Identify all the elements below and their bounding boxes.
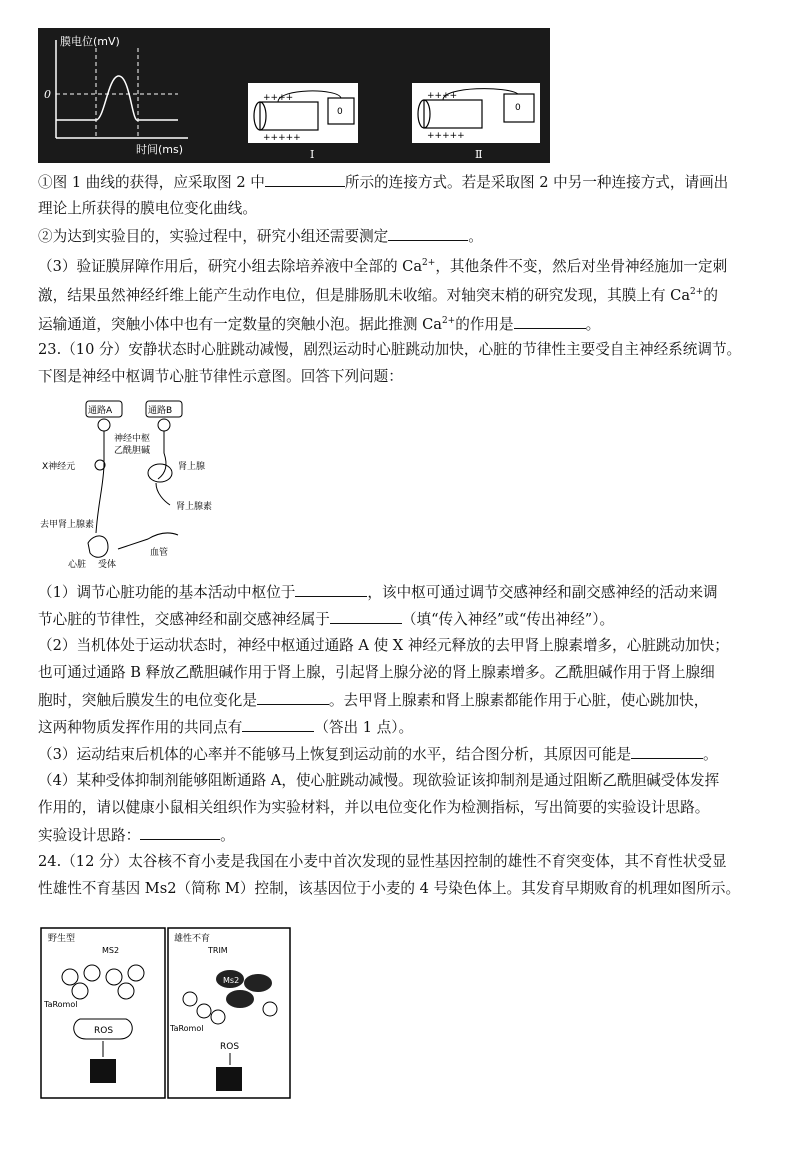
noradrenaline-label: 去甲肾上腺素 — [40, 520, 95, 530]
answer-blank[interactable] — [330, 609, 402, 624]
plus-top-II: ++++ — [427, 91, 458, 101]
heart-regulation-svg — [38, 393, 238, 573]
membrane-potential-figure — [38, 28, 550, 163]
answer-blank[interactable] — [631, 744, 703, 759]
q24-line-2: 性雄性不育基因 Ms2（简称 M）控制，该基因位于小麦的 4 号染色体上。其发育早期败育的机理如图所示。 — [38, 880, 741, 897]
answer-blank[interactable] — [257, 690, 329, 705]
answer-blank[interactable] — [242, 717, 314, 732]
protein-label-sterile: TaRomol — [170, 1024, 204, 1033]
svg-text:0: 0 — [337, 107, 343, 117]
ros-label-wild: ROS — [94, 1026, 114, 1036]
wheat-mechanism-svg — [40, 927, 292, 1099]
zero-label: 0 — [44, 88, 51, 101]
q22-line-3: ②为达到实验目的，实验过程中，研究小组还需要测定 。 — [38, 228, 483, 245]
heart-regulation-figure — [38, 393, 238, 573]
q23-p4-line-3: 实验设计思路： 。 — [38, 827, 235, 844]
answer-blank[interactable] — [388, 226, 468, 241]
q23-p2-line-3: 胞时，突触后膜发生的电位变化是 。去甲肾上腺素和肾上腺素都能作用于心脏，使心跳加快， — [38, 692, 709, 709]
q22-line-1: ①图 1 曲线的获得，应采取图 2 中 所示的连接方式。若是采取图 2 中另一种连接方式，请画出 — [38, 174, 729, 191]
center-label: 神经中枢 — [114, 434, 151, 444]
adrenaline-label: 肾上腺素 — [176, 502, 213, 512]
label-I: Ⅰ — [310, 148, 315, 161]
q23-p4-line-1: （4）某种受体抑制剂能够阻断通路 A，使心脏跳动减慢。现欲验证该抑制剂是通过阻断乙酰胆碱受体发挥 — [38, 772, 720, 789]
q23-p2-line-2: 也可通过通路 B 释放乙酰胆碱作用于肾上腺，引起肾上腺分泌的肾上腺素增多。乙酰胆碱作用于肾上腺细 — [38, 664, 715, 681]
answer-blank[interactable] — [265, 172, 345, 187]
q23-p1-line-1: （1）调节心脏功能的基本活动中枢位于 ，该中枢可通过调节交感神经和副交感神经的活动来调 — [38, 584, 718, 601]
x-axis-label: 时间(ms) — [136, 143, 184, 156]
ms2-gene-label: MS2 — [102, 946, 120, 955]
q23-p2-line-1: （2）当机体处于运动状态时，神经中枢通过通路 A 使 X 神经元释放的去甲肾上腺素增多，心脏跳动加快； — [38, 637, 729, 654]
answer-blank[interactable] — [140, 825, 220, 840]
answer-blank[interactable] — [514, 314, 586, 329]
trim-label: TRIM — [208, 946, 228, 955]
x-neuron-label: X神经元 — [42, 462, 76, 472]
wheat-mechanism-figure — [40, 927, 292, 1099]
svg-text:0: 0 — [515, 103, 521, 113]
sterile-label: 雄性不育 — [174, 934, 211, 944]
path-a-label: 通路A — [88, 406, 113, 416]
heart-label: 心脏 — [68, 560, 87, 570]
minus-bottom-I: +++++ — [263, 133, 301, 143]
q23-p2-line-4: 这两种物质发挥作用的共同点有 （答出 1 点）。 — [38, 719, 414, 736]
minus-bottom-II: +++++ — [427, 131, 465, 141]
q23-p3-line: （3）运动结束后机体的心率并不能够马上恢复到运动前的水平，结合图分析，其原因可能是 。 — [38, 746, 718, 763]
q23-line-1: 23.（10 分）安静状态时心脏跳动减慢，剧烈运动时心脏跳动加快，心脏的节律性主要受自主神经系统调节。 — [38, 341, 742, 358]
ms2-protein-label: Ms2 — [223, 976, 240, 985]
path-b-label: 通路B — [148, 406, 173, 416]
membrane-potential-svg — [38, 28, 550, 163]
protein-label-wild: TaRomol — [44, 1000, 78, 1009]
q22-line-4: （3）验证膜屏障作用后，研究小组去除培养液中全部的 $Ca^{2+}$，其他条件不变，然后对坐骨神经施加一定刺 — [38, 257, 728, 275]
q23-line-2: 下图是神经中枢调节心脏节律性示意图。回答下列问题： — [38, 368, 403, 385]
q24-line-1: 24.（12 分）太谷核不育小麦是我国在小麦中首次发现的显性基因控制的雄性不育突变体，其不育性状受显 — [38, 853, 727, 870]
ach-label: 乙酰胆碱 — [114, 446, 151, 456]
q22-line-2: 理论上所获得的膜电位变化曲线。 — [38, 200, 257, 217]
adrenal-label: 肾上腺 — [178, 462, 206, 472]
q22-line-6: 运输通道，突触小体中也有一定数量的突触小泡。据此推测 $Ca^{2+}$的作用是 。 — [38, 315, 601, 333]
ros-label-sterile: ROS — [220, 1042, 240, 1052]
wild-type-label: 野生型 — [48, 934, 76, 944]
plus-top-I: ++++ — [263, 93, 294, 103]
receptor-label: 受体 — [98, 560, 117, 570]
y-axis-label: 膜电位(mV) — [60, 35, 120, 48]
vessel-label: 血管 — [150, 548, 169, 558]
answer-blank[interactable] — [295, 582, 367, 597]
q23-p4-line-2: 作用的，请以健康小鼠相关组织作为实验材料，并以电位变化作为检测指标，写出简要的实验设计思路。 — [38, 799, 710, 816]
label-II: Ⅱ — [475, 148, 483, 161]
q22-line-5: 激，结果虽然神经纤维上能产生动作电位，但是腓肠肌未收缩。对轴突末梢的研究发现，其膜上有 $Ca^{2+}$的 — [38, 286, 718, 304]
heart-shape — [88, 536, 108, 557]
q23-p1-line-2: 节心脏的节律性，交感神经和副交感神经属于 （填“传入神经”或“传出神经”）。 — [38, 611, 615, 628]
